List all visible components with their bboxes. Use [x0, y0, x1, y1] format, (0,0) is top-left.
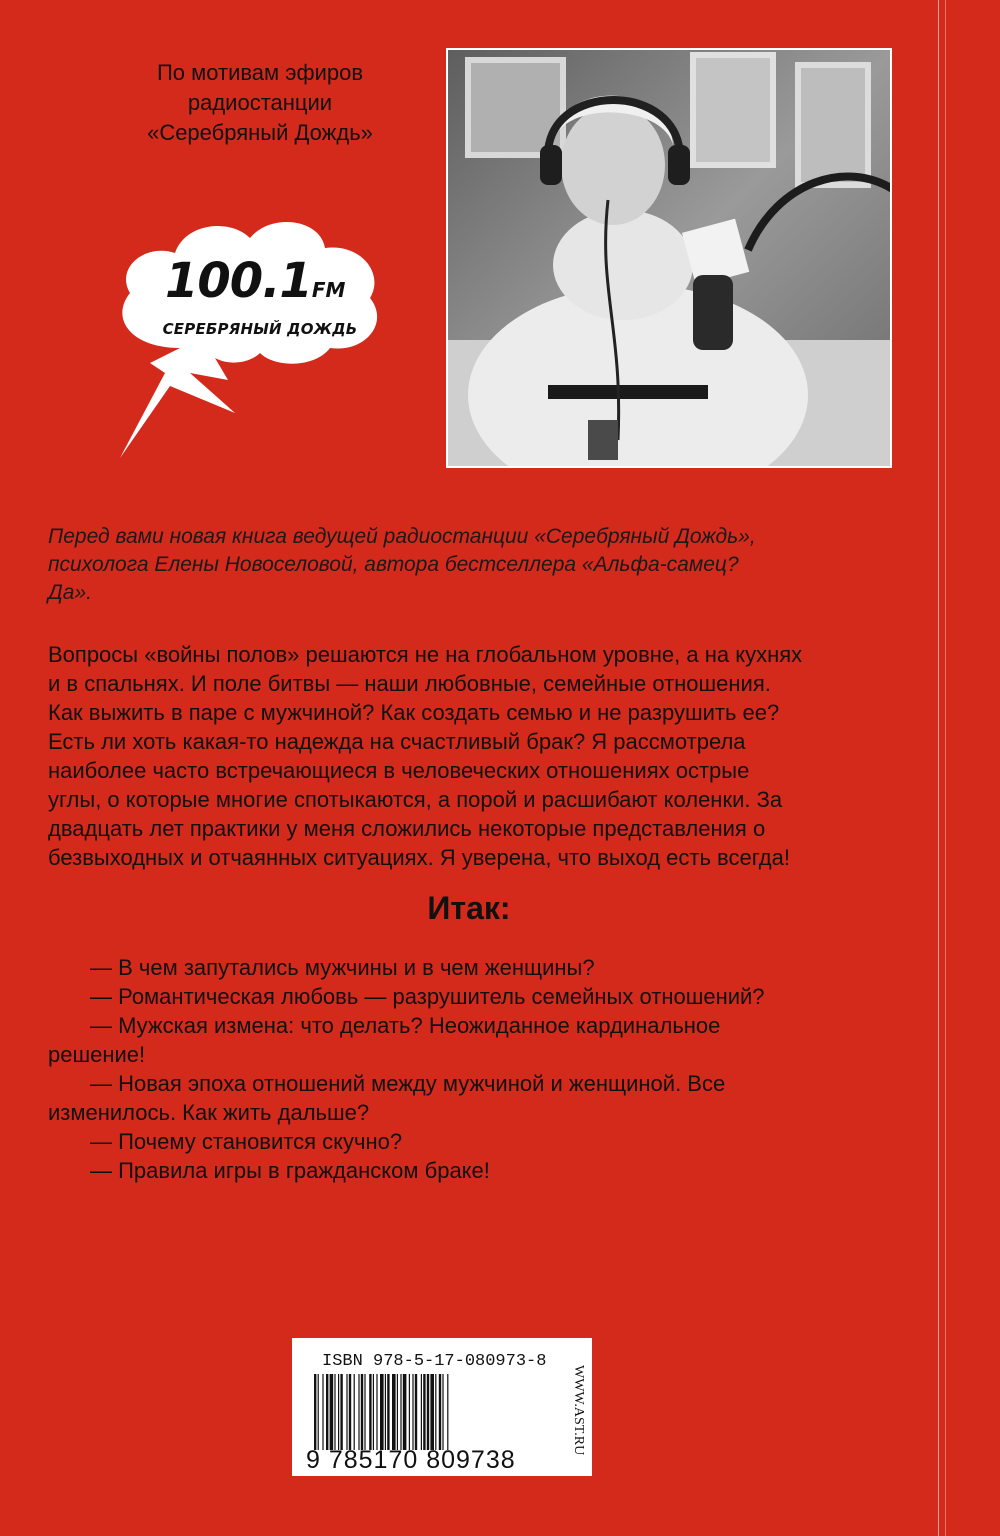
barcode-stripe — [392, 1374, 396, 1450]
topics-list — [48, 953, 908, 1185]
barcode-stripe — [340, 1374, 342, 1450]
barcode-stripe — [314, 1374, 316, 1450]
radio-logo-cloud-icon — [110, 208, 390, 468]
barcode-stripe — [326, 1374, 328, 1450]
barcode-stripe — [361, 1374, 363, 1450]
barcode-stripe — [322, 1374, 323, 1450]
barcode-stripe — [435, 1374, 436, 1450]
barcode-panel — [292, 1338, 592, 1476]
list-item: — Мужская измена: что делать? Неожиданное кардинальное — [90, 1013, 721, 1038]
barcode-stripe — [439, 1374, 441, 1450]
barcode-stripe — [369, 1374, 371, 1450]
barcode-stripe — [376, 1374, 377, 1450]
barcode-stripe — [397, 1374, 398, 1450]
barcode-stripe — [430, 1374, 434, 1450]
body-line: наиболее часто встречающиеся в человеческих отношениях острые — [48, 758, 750, 783]
isbn-label: ISBN 978-5-17-080973-8 — [322, 1352, 547, 1371]
body-paragraph — [48, 640, 918, 872]
barcode-stripe — [385, 1374, 386, 1450]
list-item: — Правила игры в гражданском браке! — [90, 1158, 490, 1183]
barcode-stripe — [427, 1374, 429, 1450]
barcode-stripe — [358, 1374, 359, 1450]
author-portrait-image — [448, 50, 892, 468]
barcode-stripe — [364, 1374, 365, 1450]
barcode-digits: 9 785170 809738 — [306, 1446, 516, 1474]
barcode-stripe — [330, 1374, 334, 1450]
list-item: — Романтическая любовь — разрушитель семейных отношений? — [90, 984, 765, 1009]
intro-line: Перед вами новая книга ведущей радиостанции «Серебряный Дождь», — [48, 525, 756, 548]
body-line: Вопросы «войны полов» решаются не на глобальном уровне, а на кухнях — [48, 642, 803, 667]
logo-frequency: 100.1FM — [165, 253, 346, 309]
barcode-stripe — [415, 1374, 417, 1450]
publisher-website: WWW.AST.RU — [571, 1364, 586, 1456]
barcode-stripe — [423, 1374, 425, 1450]
intro-paragraph — [48, 523, 908, 607]
barcode-stripe — [380, 1374, 384, 1450]
list-item: — Почему становится скучно? — [90, 1129, 403, 1154]
body-line: Есть ли хоть какая-то надежда на счастливый брак? Я рассмотрела — [48, 729, 746, 754]
section-heading: Итак: — [427, 890, 511, 926]
barcode-bars — [314, 1374, 546, 1450]
intro-line: Да». — [48, 581, 92, 604]
list-item-continuation: изменилось. Как жить дальше? — [48, 1100, 370, 1125]
barcode-stripe — [442, 1374, 443, 1450]
barcode-stripe — [412, 1374, 413, 1450]
barcode-stripe — [334, 1374, 335, 1450]
tagline — [100, 58, 420, 148]
barcode-stripe — [387, 1374, 389, 1450]
body-line: Как выжить в паре с мужчиной? Как создать семью и не разрушить ее? — [48, 700, 780, 725]
author-photo — [446, 48, 892, 468]
spine-edge — [938, 0, 1000, 1536]
list-item: — В чем запутались мужчины и в чем женщины? — [90, 955, 595, 980]
body-line: двадцать лет практики у меня сложились некоторые представления о — [48, 816, 766, 841]
barcode-stripe — [373, 1374, 374, 1450]
barcode-stripe — [409, 1374, 410, 1450]
tagline-line: «Серебряный Дождь» — [147, 120, 373, 145]
barcode-stripe — [346, 1374, 347, 1450]
barcode-stripe — [354, 1374, 355, 1450]
logo-station-name: СЕРЕБРЯНЫЙ ДОЖДЬ — [162, 320, 358, 338]
barcode-stripe — [349, 1374, 351, 1450]
barcode-stripe — [421, 1374, 422, 1450]
body-line: и в спальнях. И поле битвы — наши любовные, семейные отношения. — [48, 671, 771, 696]
tagline-line: По мотивам эфиров — [156, 60, 364, 85]
barcode-stripe — [447, 1374, 448, 1450]
intro-line: психолога Елены Новоселовой, автора бестселлера «Альфа-самец? — [48, 553, 739, 576]
list-item-continuation: решение! — [48, 1042, 146, 1067]
list-item: — Новая эпоха отношений между мужчиной и женщиной. Все — [90, 1071, 726, 1096]
tagline-line: радиостанции — [187, 90, 333, 115]
barcode-stripe — [318, 1374, 319, 1450]
barcode-stripe — [338, 1374, 339, 1450]
barcode-stripe — [403, 1374, 407, 1450]
body-line: безвыходных и отчаянных ситуациях. Я уверена, что выход есть всегда! — [48, 845, 790, 870]
body-line: углы, о которые многие спотыкаются, а порой и расшибают коленки. За — [48, 787, 783, 812]
barcode-stripe — [400, 1374, 401, 1450]
